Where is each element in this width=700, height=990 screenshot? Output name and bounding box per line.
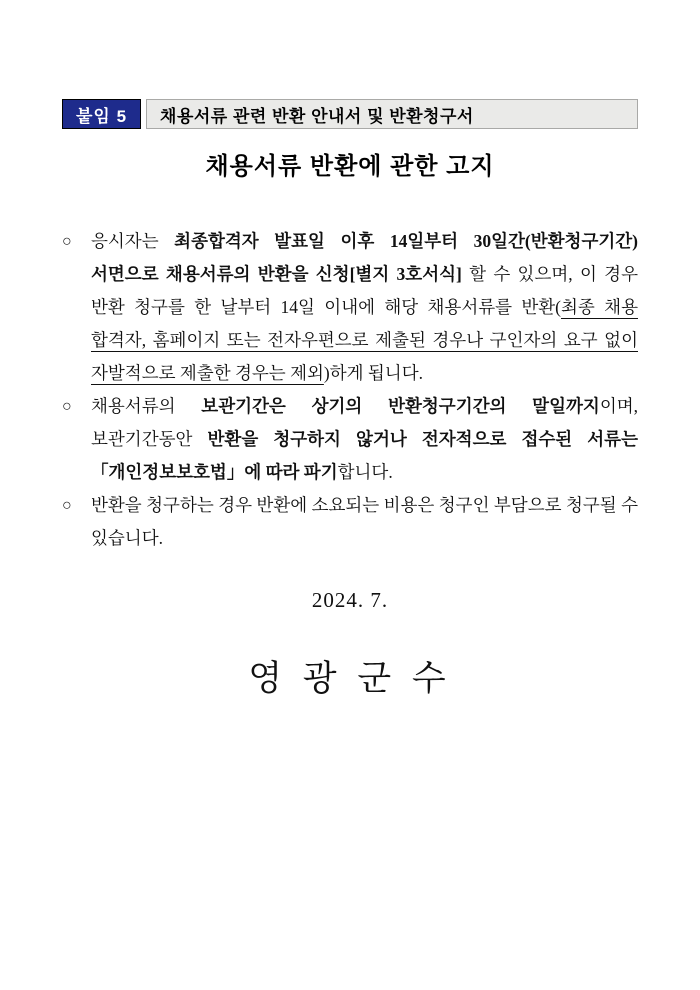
notice-bullet xyxy=(62,225,638,390)
text-segment: 이며, 보관기간동안 xyxy=(91,396,638,449)
bullet-circle-marker: ○ xyxy=(62,497,72,514)
bullet-circle-marker: ○ xyxy=(62,398,72,415)
notice-bullet xyxy=(62,489,638,555)
page-title: 채용서류 반환에 관한 고지 xyxy=(205,153,495,180)
text-segment: 반환을 청구하는 경우 반환에 소요되는 비용은 청구인 부담으로 청구될 수 있습니다. xyxy=(91,495,638,548)
attachment-header xyxy=(62,99,638,129)
text-segment: 할 수 있으며, 이 경우 반환 청구를 한 날부터 14일 이내에 해당 채용서류를 반환( xyxy=(91,264,638,317)
signature-title: 영 광 군 수 xyxy=(248,659,452,698)
text-segment: 합니다. xyxy=(337,462,393,482)
document-date: 2024. 7. xyxy=(311,588,389,612)
attachment-subject: 채용서류 관련 반환 안내서 및 반환청구서 xyxy=(146,99,638,129)
bullet-text xyxy=(91,489,638,555)
notice-bullet xyxy=(62,390,638,489)
text-segment: 채용서류의 xyxy=(91,396,202,416)
text-segment: 반환을 청구하지 않거나 전자적으로 접수된 서류는 「개인정보보호법」에 따라 파기 xyxy=(91,429,638,482)
notice-bullet-list xyxy=(62,225,638,555)
text-segment: 최종합격자 발표일 이후 14일부터 30일간(반환청구기간) 서면으로 채용서류의 반환을 신청[별지 3호서식] xyxy=(91,231,638,284)
text-segment: 응시자는 xyxy=(91,231,175,251)
bullet-text xyxy=(91,390,638,489)
text-segment: )하게 됩니다. xyxy=(323,363,423,383)
bullet-circle-marker: ○ xyxy=(62,233,72,250)
text-segment: 최종 채용 합격자, 홈페이지 또는 전자우편으로 제출된 경우나 구인자의 요구 없이 자발적으로 제출한 경우는 제외 xyxy=(91,297,638,383)
attachment-badge: 붙임 5 xyxy=(62,99,141,129)
text-segment: 보관기간은 상기의 반환청구기간의 말일까지 xyxy=(201,396,600,416)
bullet-text xyxy=(91,225,638,390)
